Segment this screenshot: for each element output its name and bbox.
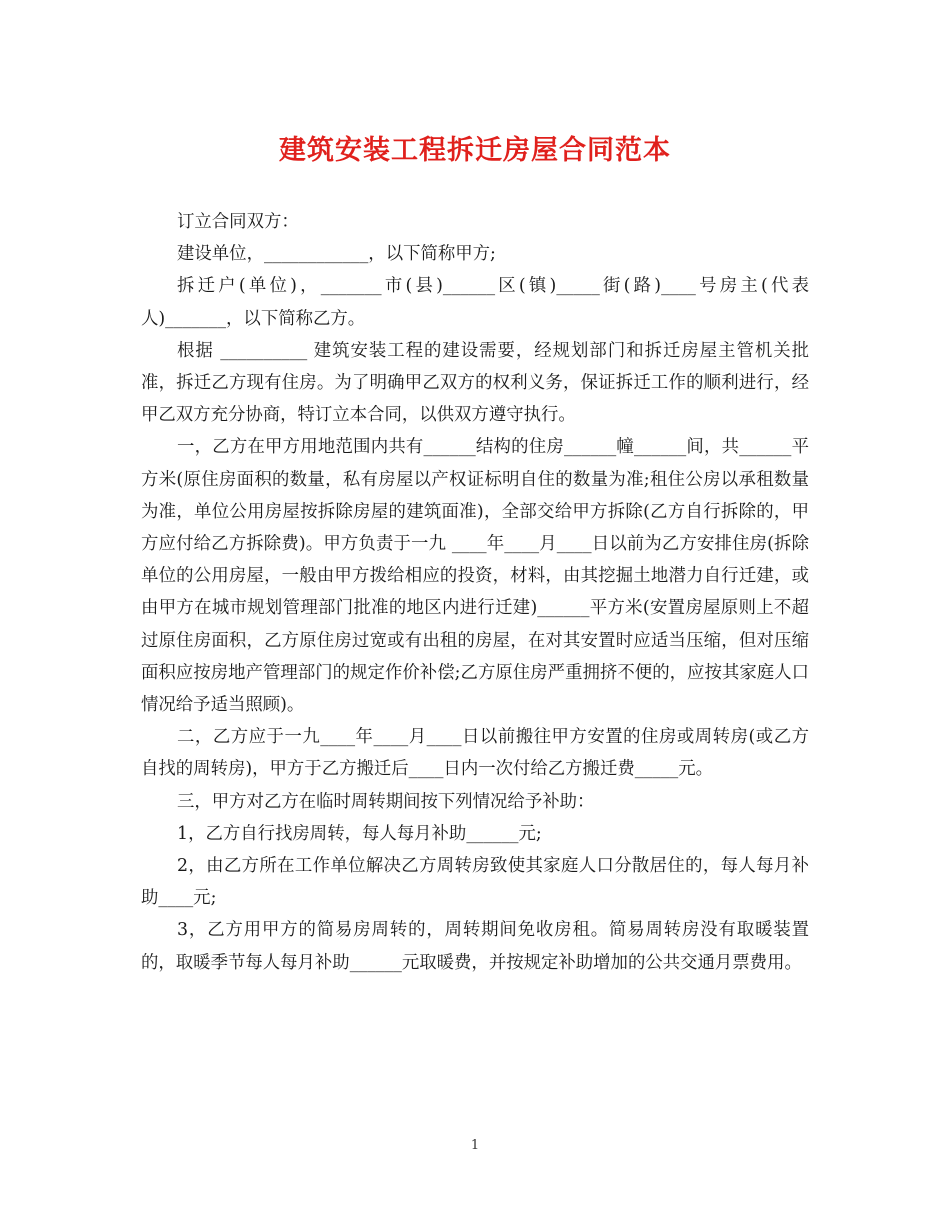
document-title: 建筑安装工程拆迁房屋合同范本 (279, 135, 671, 166)
paragraph-clause-3-item-3: 3，乙方用甲方的简易房周转的，周转期间免收房租。简易周转房没有取暖装置的，取暖季节每人每月补助______元取暖费，并按规定补助增加的公共交通月票费用。 (141, 920, 809, 973)
paragraph-clause-1: 一，乙方在甲方用地范围内共有______结构的住房______幢______间，共______平方米(原住房面积的数量，私有房屋以产权证标明自住的数量为准;租住公房以承租数量为准，单位公用房屋按拆除房屋的建筑面准)，全部交给甲方拆除(乙方自行拆除的，甲方应付给乙方拆除费)。甲方负责于一九 ____年____月____日以前为乙方安排住房(拆除单位的公用房屋，一般由甲方拨给相应的投资，材料，由其挖掘土地潜力自行迁建，或由甲方在城市规划管理部门批准的地区内进行迁建)______平方米(安置房屋原则上不超过原住房面积，乙方原住房过宽或有出租的房屋，在对其安置时应适当压缩，但对压缩面积应按房地产管理部门的规定作价补偿;乙方原住房严重拥挤不便的，应按其家庭人口情况给予适当照顾)。 (141, 437, 809, 716)
paragraph-clause-3-item-1: 1，乙方自行找房周转，每人每月补助______元; (177, 823, 542, 844)
paragraph-party-b: 拆迁户(单位)，_______市(县)______区(镇)_____街(路)____号房主(代表人)_______，以下简称乙方。 (141, 276, 809, 329)
paragraph-party-a: 建设单位，____________，以下简称甲方; (177, 244, 496, 265)
paragraph-clause-3-item-2: 2，由乙方所在工作单位解决乙方周转房致使其家庭人口分散居住的，每人每月补助____元; (141, 856, 809, 909)
paragraph-clause-2: 二，乙方应于一九____年____月____日以前搬往甲方安置的住房或周转房(或乙方自找的周转房)，甲方于乙方搬迁后____日内一次付给乙方搬迁费_____元。 (141, 727, 809, 780)
document-body (141, 206, 809, 979)
paragraph-preamble: 根据 __________ 建筑安装工程的建设需要，经规划部门和拆迁房屋主管机关批准，拆迁乙方现有住房。为了明确甲乙双方的权利义务，保证拆迁工作的顺利进行，经甲乙双方充分协商，特订立本合同，以供双方遵守执行。 (141, 340, 809, 426)
page-number: 1 (470, 1138, 480, 1153)
paragraph-clause-3: 三，甲方对乙方在临时周转期间按下列情况给予补助： (177, 791, 595, 812)
paragraph-parties-heading: 订立合同双方： (177, 212, 299, 232)
